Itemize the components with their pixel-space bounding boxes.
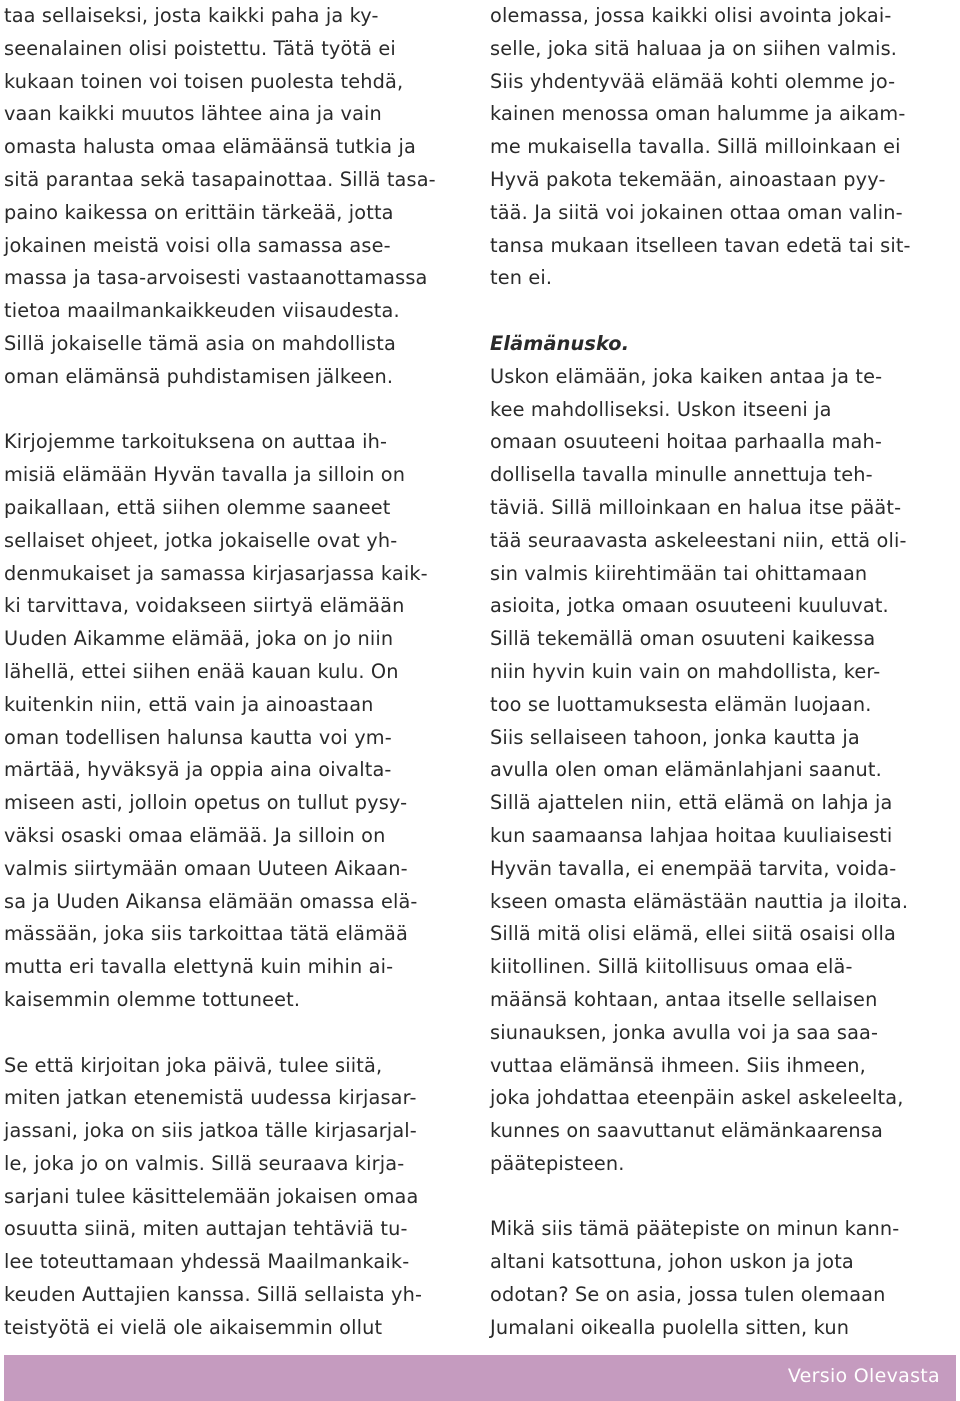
text-line: olemassa, jossa kaikki olisi avointa jokai- (490, 4, 892, 27)
text-line: taa sellaiseksi, josta kaikki paha ja ky- (4, 4, 379, 27)
paragraph (4, 426, 474, 1016)
text-line: denmukaiset ja samassa kirjasarjassa kaik- (4, 561, 428, 585)
paragraph-gap (4, 1017, 474, 1050)
paragraph-gap (490, 1181, 960, 1214)
text-line: tää seuraavasta askeleestani niin, että oli- (490, 528, 907, 552)
paragraph-gap (4, 394, 474, 427)
text-line: Hyvän tavalla, ei enempää tarvita, voida- (490, 856, 897, 880)
text-line: siunauksen, jonka avulla voi ja saa saa- (490, 1020, 879, 1044)
text-line: teistyötä ei vielä ole aikaisemmin ollut (4, 1315, 383, 1339)
text-line: seenalainen olisi poistettu. Tätä työtä ei (4, 36, 396, 60)
text-line: too se luottamuksesta elämän luojaan. (490, 692, 872, 716)
footer-bar (4, 1355, 956, 1401)
section-heading: Elämänusko. (490, 331, 630, 355)
text-line: omasta halusta omaa elämäänsä tutkia ja (4, 135, 416, 159)
text-line: sin valmis kiirehtimään tai ohittamaan (490, 561, 868, 585)
text-line: valmis siirtymään omaan Uuteen Aikaan- (4, 856, 408, 880)
text-line: omaan osuuteeni hoitaa parhaalla mah- (490, 430, 883, 454)
text-line: tää. Ja siitä voi jokainen ottaa oman valin- (490, 200, 903, 224)
text-line: kainen menossa oman halumme ja aikam- (490, 102, 906, 126)
text-line: päätepisteen. (490, 1151, 625, 1175)
text-line: vuttaa elämänsä ihmeen. Siis ihmeen, (490, 1053, 866, 1077)
text-line: väksi osaski omaa elämää. Ja silloin on (4, 823, 386, 847)
text-line: sitä parantaa sekä tasapainottaa. Sillä tasa- (4, 167, 436, 191)
text-line: lee toteuttamaan yhdessä Maailmankaik- (4, 1250, 410, 1274)
text-line: Sillä tekemällä oman osuuteni kaikessa (490, 627, 876, 651)
text-line: Uskon elämään, joka kaiken antaa ja te- (490, 364, 883, 388)
text-line: mutta eri tavalla elettynä kuin mihin ai- (4, 955, 394, 979)
text-line: keuden Auttajien kanssa. Sillä sellaista yh- (4, 1283, 423, 1307)
text-line: miten jatkan etenemistä uudessa kirjasar- (4, 1086, 417, 1110)
text-line: Siis sellaiseen tahoon, jonka kautta ja (490, 725, 860, 749)
text-line: le, joka jo on valmis. Sillä seuraava kirja- (4, 1151, 405, 1175)
text-line: vaan kaikki muutos lähtee aina ja vain (4, 102, 382, 126)
right-column (490, 0, 960, 1345)
paragraph (490, 361, 960, 1181)
text-line: joka johdattaa eteenpäin askel askeleelta, (490, 1086, 904, 1110)
text-line: kukaan toinen voi toisen puolesta tehdä, (4, 69, 404, 93)
text-line: kee mahdolliseksi. Uskon itseeni ja (490, 397, 832, 421)
text-line: oman elämänsä puhdistamisen jälkeen. (4, 364, 394, 388)
paragraph (490, 0, 960, 295)
text-line: sarjani tulee käsittelemään jokaisen omaa (4, 1184, 419, 1208)
text-line: Sillä mitä olisi elämä, ellei siitä osaisi olla (490, 922, 896, 946)
text-line: altani katsottuna, johon uskon ja jota (490, 1250, 854, 1274)
text-line: Sillä ajattelen niin, että elämä on lahja ja (490, 791, 893, 815)
text-line: täviä. Sillä milloinkaan en halua itse päät- (490, 495, 902, 519)
text-line: jassani, joka on siis jatkoa tälle kirjasarjal- (4, 1119, 417, 1143)
text-line: kaisemmin olemme tottuneet. (4, 987, 301, 1011)
text-line: kseen omasta elämästään nauttia ja iloita. (490, 889, 909, 913)
text-line: märtää, hyväksyä ja oppia aina oivalta- (4, 758, 392, 782)
text-line: sellaiset ohjeet, jotka jokaiselle ovat yh- (4, 528, 398, 552)
text-line: paino kaikessa on erittäin tärkeää, jotta (4, 200, 394, 224)
text-line: me mukaisella tavalla. Sillä milloinkaan ei (490, 135, 901, 159)
paragraph-gap (490, 295, 960, 328)
text-line: kunnes on saavuttanut elämänkaarensa (490, 1119, 883, 1143)
text-line: kun saamaansa lahjaa hoitaa kuuliaisesti (490, 823, 893, 847)
text-line: ten ei. (490, 266, 553, 290)
left-column (4, 0, 474, 1345)
text-line: massa ja tasa-arvoisesti vastaanottamassa (4, 266, 428, 290)
text-line: selle, joka sitä haluaa ja on siihen valmis. (490, 36, 898, 60)
text-line: tansa mukaan itselleen tavan edetä tai sit- (490, 233, 911, 257)
paragraph (4, 0, 474, 394)
text-line: ki tarvittava, voidakseen siirtyä elämään (4, 594, 405, 618)
text-line: sa ja Uuden Aikansa elämään omassa elä- (4, 889, 418, 913)
text-line: odotan? Se on asia, jossa tulen olemaan (490, 1283, 886, 1307)
text-line: oman todellisen halunsa kautta voi ym- (4, 725, 392, 749)
text-line: Se että kirjoitan joka päivä, tulee siitä, (4, 1053, 383, 1077)
paragraph (4, 1050, 474, 1345)
paragraph (490, 1213, 960, 1344)
text-line: dollisella tavalla minulle annettuja teh- (490, 463, 873, 487)
text-line: osuutta siinä, miten auttajan tehtäviä tu- (4, 1217, 408, 1241)
text-line: kuitenkin niin, että vain ja ainoastaan (4, 692, 374, 716)
text-line: Uuden Aikamme elämää, joka on jo niin (4, 627, 394, 651)
text-line: paikallaan, että siihen olemme saaneet (4, 495, 391, 519)
text-line: lähellä, ettei siihen enää kauan kulu. On (4, 659, 399, 683)
text-line: jokainen meistä voisi olla samassa ase- (4, 233, 391, 257)
text-line: misiä elämään Hyvän tavalla ja silloin on (4, 463, 406, 487)
text-line: avulla olen oman elämänlahjani saanut. (490, 758, 882, 782)
text-line: kiitollinen. Sillä kiitollisuus omaa elä- (490, 955, 853, 979)
text-line: Siis yhdentyvää elämää kohti olemme jo- (490, 69, 896, 93)
text-line: Sillä jokaiselle tämä asia on mahdollista (4, 331, 396, 355)
text-line: Mikä siis tämä päätepiste on minun kann- (490, 1217, 900, 1241)
footer-label: Versio Olevasta (787, 1365, 940, 1387)
text-line: asioita, jotka omaan osuuteeni kuuluvat. (490, 594, 889, 618)
text-line: miseen asti, jolloin opetus on tullut pysy- (4, 791, 408, 815)
text-line: niin hyvin kuin vain on mahdollista, ker- (490, 659, 881, 683)
text-line: mässään, joka siis tarkoittaa tätä elämää (4, 922, 408, 946)
text-line: Jumalani oikealla puolella sitten, kun (490, 1315, 850, 1339)
text-line: tietoa maailmankaikkeuden viisaudesta. (4, 299, 400, 323)
text-line: Kirjojemme tarkoituksena on auttaa ih- (4, 430, 388, 454)
text-line: määnsä kohtaan, antaa itselle sellaisen (490, 987, 878, 1011)
text-line: Hyvä pakota tekemään, ainoastaan pyy- (490, 167, 886, 191)
